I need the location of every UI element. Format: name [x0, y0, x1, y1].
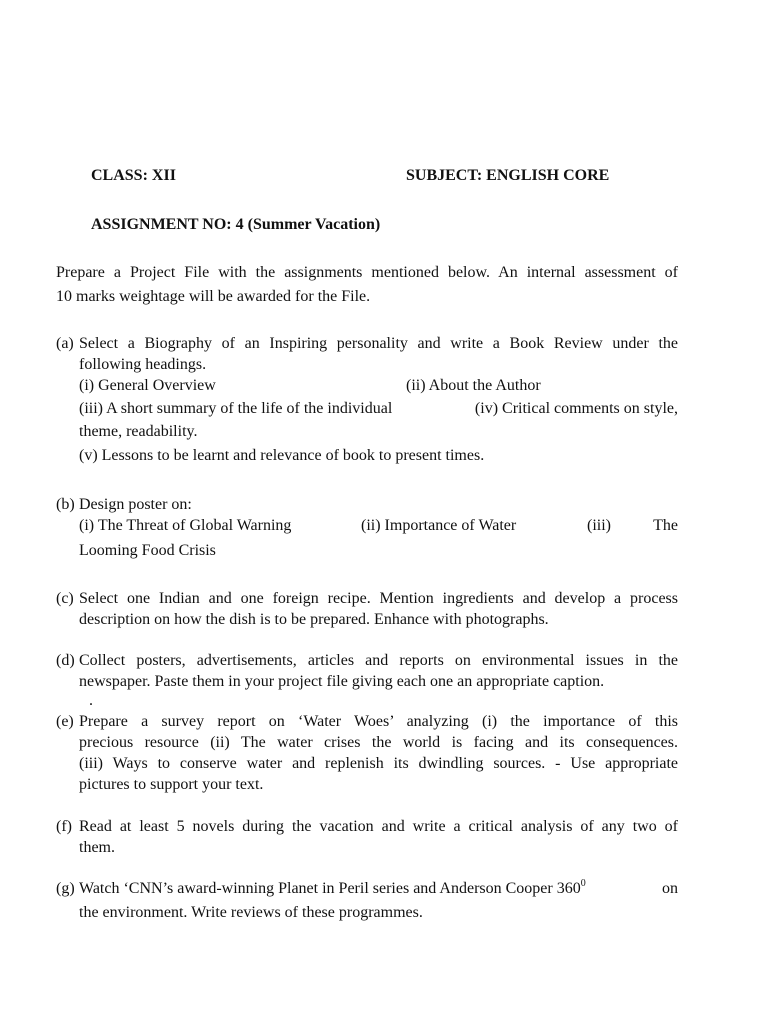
assignment-item-b — [56, 494, 678, 563]
class-label: CLASS: XII — [91, 167, 176, 184]
item-label: (a) — [56, 335, 74, 352]
subpoint-ii: (ii) Importance of Water — [361, 517, 517, 534]
subpoint-iii-word: The — [653, 517, 678, 534]
item-label: (e) — [56, 713, 74, 730]
item-text-line: Design poster on: — [79, 496, 192, 513]
assignment-item-e — [56, 711, 678, 795]
item-text-line: theme, readability. — [79, 423, 198, 440]
item-text-line: Collect posters, advertisements, articles and reports on environmental issues in the — [79, 652, 678, 669]
item-text-line: precious resource (ii) The water crises the world is facing and its consequences. — [79, 734, 678, 751]
intro-paragraph — [56, 261, 678, 309]
item-text-line: Read at least 5 novels during the vacation and write a critical analysis of any two of — [79, 818, 678, 835]
item-label: (f) — [56, 818, 72, 835]
item-label: (d) — [56, 652, 75, 669]
item-text-line: following headings. — [79, 356, 207, 373]
item-text-line: Select one Indian and one foreign recipe. Mention ingredients and develop a process — [79, 590, 678, 607]
item-text-line: description on how the dish is to be prepared. Enhance with photographs. — [79, 611, 549, 628]
item-text-line: (iii) Ways to conserve water and replenish its dwindling sources. - Use appropriate — [79, 755, 678, 772]
item-text-line: Prepare a survey report on ‘Water Woes’ analyzing (i) the importance of this — [79, 713, 678, 730]
assignment-item-a — [56, 333, 678, 468]
item-text-line: pictures to support your text. — [79, 776, 264, 793]
subject-label: SUBJECT: ENGLISH CORE — [406, 167, 610, 184]
subpoint-v: (v) Lessons to be learnt and relevance of book to present times. — [79, 447, 485, 464]
subpoint-iii: (iii) A short summary of the life of the individual — [79, 400, 393, 417]
stray-dot: . — [89, 692, 93, 709]
item-text-line — [79, 878, 586, 899]
item-label: (c) — [56, 590, 74, 607]
subpoint-ii: (ii) About the Author — [406, 377, 541, 394]
item-text-line: Select a Biography of an Inspiring personality and write a Book Review under the — [79, 335, 678, 352]
intro-line-2: 10 marks weightage will be awarded for the File. — [56, 288, 371, 305]
subpoint-i: (i) The Threat of Global Warning — [79, 517, 292, 534]
assignment-item-c — [56, 588, 678, 630]
item-label: (g) — [56, 880, 75, 897]
superscript-degree: 0 — [580, 877, 586, 889]
subpoint-iii: (iii) — [587, 517, 611, 534]
assignment-item-f — [56, 816, 678, 858]
item-text-fragment: on — [662, 880, 678, 897]
subpoint-iv: (iv) Critical comments on style, — [474, 400, 678, 417]
intro-line-1: Prepare a Project File with the assignments mentioned below. An internal assessment of — [56, 264, 678, 281]
assignment-item-d — [56, 650, 678, 710]
subpoint-i: (i) General Overview — [79, 377, 216, 394]
item-text-line: Looming Food Crisis — [79, 542, 216, 559]
item-label: (b) — [56, 496, 75, 513]
item-text-line: them. — [79, 839, 115, 856]
item-text-line: the environment. Write reviews of these programmes. — [79, 904, 423, 921]
item-text-fragment: Watch ‘CNN’s award-winning Planet in Peril series and Anderson Cooper 360 — [79, 880, 581, 897]
assignment-title: ASSIGNMENT NO: 4 (Summer Vacation) — [91, 216, 381, 233]
assignment-item-g — [56, 878, 678, 923]
item-text-line: newspaper. Paste them in your project file giving each one an appropriate caption. — [79, 673, 605, 690]
